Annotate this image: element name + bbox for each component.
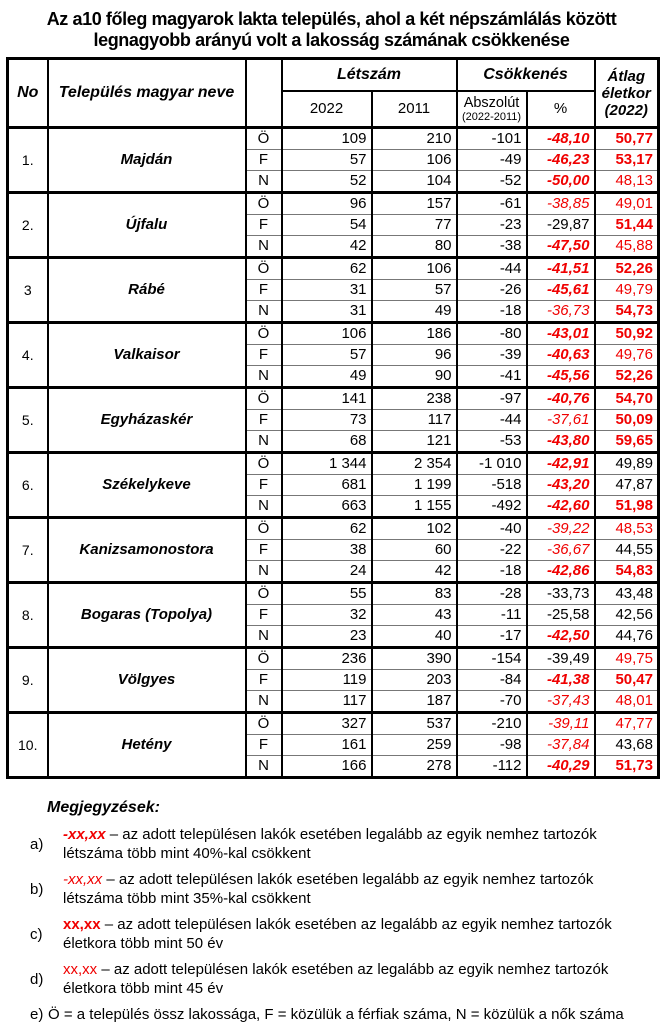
note-text: xx,xx – az adott településen lakók esetében az legalább az egyik nemhez tartozók életkora több mint 50 év — [63, 916, 612, 952]
settlement-name: Völgyes — [48, 648, 246, 713]
percent-change: -39,11 — [527, 713, 595, 735]
average-age: 51,98 — [595, 496, 659, 518]
group-letter: F — [246, 150, 282, 171]
page-title-line1: Az a10 főleg magyarok lakta település, ahol a két népszámlálás között — [46, 9, 617, 29]
group-letter: Ö — [246, 388, 282, 410]
absolute-change: -38 — [457, 236, 527, 258]
average-age: 54,70 — [595, 388, 659, 410]
population-2022: 109 — [282, 128, 372, 150]
group-letter: N — [246, 496, 282, 518]
population-2011: 390 — [372, 648, 457, 670]
group-letter: F — [246, 280, 282, 301]
percent-change: -29,87 — [527, 215, 595, 236]
average-age: 47,87 — [595, 475, 659, 496]
note-label: c) — [30, 925, 43, 943]
group-letter: F — [246, 670, 282, 691]
settlement-name: Bogaras (Topolya) — [48, 583, 246, 648]
settlement-name: Újfalu — [48, 193, 246, 258]
average-age: 49,79 — [595, 280, 659, 301]
average-age: 51,73 — [595, 756, 659, 778]
average-age: 52,26 — [595, 258, 659, 280]
population-2022: 663 — [282, 496, 372, 518]
percent-change: -37,61 — [527, 410, 595, 431]
group-letter: F — [246, 215, 282, 236]
population-2022: 166 — [282, 756, 372, 778]
group-letter: N — [246, 431, 282, 453]
percent-change: -40,29 — [527, 756, 595, 778]
row-number: 3 — [8, 258, 48, 323]
table-row — [8, 323, 659, 345]
population-2022: 68 — [282, 431, 372, 453]
population-2022: 55 — [282, 583, 372, 605]
population-2011: 186 — [372, 323, 457, 345]
population-2022: 32 — [282, 605, 372, 626]
group-letter: Ö — [246, 583, 282, 605]
population-2022: 73 — [282, 410, 372, 431]
population-2022: 57 — [282, 345, 372, 366]
population-2022: 31 — [282, 280, 372, 301]
percent-change: -37,43 — [527, 691, 595, 713]
population-2011: 102 — [372, 518, 457, 540]
percent-change: -40,76 — [527, 388, 595, 410]
percent-change: -45,61 — [527, 280, 595, 301]
row-number: 1. — [8, 128, 48, 193]
population-2011: 43 — [372, 605, 457, 626]
average-age: 48,01 — [595, 691, 659, 713]
group-letter: N — [246, 756, 282, 778]
note-text: -xx,xx – az adott településen lakók esetében legalább az egyik nemhez tartozók létszáma több mint 35%-kal csökkent — [63, 871, 594, 907]
percent-change: -45,56 — [527, 366, 595, 388]
note-text: -xx,xx – az adott településen lakók esetében legalább az egyik nemhez tartozók létszáma több mint 40%-kal csökkent — [63, 826, 597, 862]
table-row — [8, 713, 659, 735]
note-sample: xx,xx — [63, 961, 98, 978]
absolute-change: -39 — [457, 345, 527, 366]
absolute-change: -70 — [457, 691, 527, 713]
population-2022: 327 — [282, 713, 372, 735]
group-letter: Ö — [246, 648, 282, 670]
absolute-change: -52 — [457, 171, 527, 193]
population-2011: 1 199 — [372, 475, 457, 496]
population-2022: 62 — [282, 258, 372, 280]
col-header-letszam: Létszám — [282, 59, 457, 91]
absolute-change: -22 — [457, 540, 527, 561]
population-2022: 62 — [282, 518, 372, 540]
settlements-table — [6, 57, 660, 779]
group-letter: F — [246, 540, 282, 561]
average-age: 50,09 — [595, 410, 659, 431]
absolute-change: -44 — [457, 410, 527, 431]
population-2022: 49 — [282, 366, 372, 388]
percent-change: -43,20 — [527, 475, 595, 496]
row-number: 10. — [8, 713, 48, 778]
average-age: 43,68 — [595, 735, 659, 756]
percent-change: -36,67 — [527, 540, 595, 561]
group-letter: N — [246, 691, 282, 713]
average-age: 49,75 — [595, 648, 659, 670]
percent-change: -48,10 — [527, 128, 595, 150]
group-letter: Ö — [246, 518, 282, 540]
population-2022: 96 — [282, 193, 372, 215]
percent-change: -47,50 — [527, 236, 595, 258]
population-2011: 60 — [372, 540, 457, 561]
average-age: 44,76 — [595, 626, 659, 648]
settlement-name: Majdán — [48, 128, 246, 193]
group-letter: Ö — [246, 258, 282, 280]
row-number: 8. — [8, 583, 48, 648]
average-age: 49,89 — [595, 453, 659, 475]
percent-change: -39,22 — [527, 518, 595, 540]
population-2022: 1 344 — [282, 453, 372, 475]
percent-change: -25,58 — [527, 605, 595, 626]
note-sample: -xx,xx — [63, 871, 103, 888]
notes-title: Megjegyzések: — [47, 799, 160, 816]
percent-change: -33,73 — [527, 583, 595, 605]
table-row — [8, 518, 659, 540]
note-item — [30, 870, 645, 908]
absolute-change: -97 — [457, 388, 527, 410]
percent-change: -42,50 — [527, 626, 595, 648]
average-age: 47,77 — [595, 713, 659, 735]
note-item — [30, 825, 645, 863]
population-2011: 2 354 — [372, 453, 457, 475]
absolute-change: -112 — [457, 756, 527, 778]
population-2011: 278 — [372, 756, 457, 778]
col-header-no: No — [8, 59, 48, 128]
settlement-name: Egyházaskér — [48, 388, 246, 453]
table-row — [8, 258, 659, 280]
group-letter: N — [246, 626, 282, 648]
absolute-change: -61 — [457, 193, 527, 215]
absolute-change: -11 — [457, 605, 527, 626]
note-item — [30, 1005, 645, 1024]
absolute-change: -49 — [457, 150, 527, 171]
note-label: d) — [30, 970, 44, 988]
average-age: 42,56 — [595, 605, 659, 626]
group-letter: N — [246, 301, 282, 323]
percent-change: -41,38 — [527, 670, 595, 691]
population-2011: 106 — [372, 150, 457, 171]
settlement-name: Valkaisor — [48, 323, 246, 388]
percent-change: -43,01 — [527, 323, 595, 345]
group-letter: F — [246, 410, 282, 431]
group-letter: N — [246, 366, 282, 388]
note-text: Ö = a település össz lakossága, F = közülük a férfiak száma, N = közülük a nők száma — [48, 1006, 624, 1023]
population-2022: 161 — [282, 735, 372, 756]
note-label: a) — [30, 835, 44, 853]
population-2022: 31 — [282, 301, 372, 323]
group-letter: N — [246, 561, 282, 583]
population-2011: 104 — [372, 171, 457, 193]
row-number: 7. — [8, 518, 48, 583]
note-sample: -xx,xx — [63, 826, 106, 843]
settlement-name: Kanizsamonostora — [48, 518, 246, 583]
population-2011: 203 — [372, 670, 457, 691]
group-letter: F — [246, 605, 282, 626]
group-letter: N — [246, 171, 282, 193]
population-2022: 57 — [282, 150, 372, 171]
page-title-line2: legnagyobb arányú volt a lakosság számának csökkenése — [93, 30, 570, 50]
page — [0, 9, 663, 1024]
absolute-change: -80 — [457, 323, 527, 345]
settlement-name: Rábé — [48, 258, 246, 323]
population-2022: 24 — [282, 561, 372, 583]
average-age: 54,83 — [595, 561, 659, 583]
group-letter: N — [246, 236, 282, 258]
col-header-settlement-name: Település magyar neve — [48, 59, 246, 128]
absolute-change: -40 — [457, 518, 527, 540]
table-row — [8, 193, 659, 215]
group-letter: F — [246, 345, 282, 366]
population-2011: 49 — [372, 301, 457, 323]
average-age: 45,88 — [595, 236, 659, 258]
population-2011: 80 — [372, 236, 457, 258]
table-row — [8, 648, 659, 670]
absolute-change: -1 010 — [457, 453, 527, 475]
average-age: 50,47 — [595, 670, 659, 691]
population-2022: 52 — [282, 171, 372, 193]
absolute-change: -41 — [457, 366, 527, 388]
average-age: 54,73 — [595, 301, 659, 323]
col-header-abszolut — [457, 91, 527, 128]
average-age: 52,26 — [595, 366, 659, 388]
absolute-change: -18 — [457, 561, 527, 583]
percent-change: -50,00 — [527, 171, 595, 193]
col-header-abszolut-label: Abszolút — [463, 94, 520, 111]
average-age: 48,53 — [595, 518, 659, 540]
percent-change: -42,91 — [527, 453, 595, 475]
absolute-change: -210 — [457, 713, 527, 735]
group-letter: Ö — [246, 193, 282, 215]
population-2011: 40 — [372, 626, 457, 648]
note-text: xx,xx – az adott településen lakók esetében az legalább az egyik nemhez tartozók életkora több mint 45 év — [63, 961, 609, 997]
population-2011: 106 — [372, 258, 457, 280]
table-row — [8, 583, 659, 605]
row-number: 5. — [8, 388, 48, 453]
percent-change: -43,80 — [527, 431, 595, 453]
average-age: 50,77 — [595, 128, 659, 150]
group-letter: F — [246, 735, 282, 756]
percent-change: -42,86 — [527, 561, 595, 583]
population-2022: 681 — [282, 475, 372, 496]
population-2011: 1 155 — [372, 496, 457, 518]
table-row — [8, 388, 659, 410]
notes-section — [30, 799, 645, 1024]
population-2011: 57 — [372, 280, 457, 301]
col-header-abszolut-subtitle: (2022-2011) — [461, 110, 522, 123]
average-age: 59,65 — [595, 431, 659, 453]
population-2011: 121 — [372, 431, 457, 453]
absolute-change: -492 — [457, 496, 527, 518]
row-number: 4. — [8, 323, 48, 388]
absolute-change: -26 — [457, 280, 527, 301]
population-2022: 42 — [282, 236, 372, 258]
group-letter: F — [246, 475, 282, 496]
absolute-change: -18 — [457, 301, 527, 323]
population-2011: 117 — [372, 410, 457, 431]
row-number: 2. — [8, 193, 48, 258]
population-2011: 42 — [372, 561, 457, 583]
average-age: 53,17 — [595, 150, 659, 171]
group-letter: Ö — [246, 128, 282, 150]
average-age: 43,48 — [595, 583, 659, 605]
settlement-name: Székelykeve — [48, 453, 246, 518]
absolute-change: -53 — [457, 431, 527, 453]
population-2022: 117 — [282, 691, 372, 713]
note-sample: xx,xx — [63, 916, 101, 933]
average-age: 51,44 — [595, 215, 659, 236]
note-item — [30, 915, 645, 953]
average-age: 44,55 — [595, 540, 659, 561]
population-2011: 77 — [372, 215, 457, 236]
average-age: 50,92 — [595, 323, 659, 345]
group-letter: Ö — [246, 453, 282, 475]
absolute-change: -154 — [457, 648, 527, 670]
population-2011: 259 — [372, 735, 457, 756]
population-2022: 106 — [282, 323, 372, 345]
average-age: 49,76 — [595, 345, 659, 366]
percent-change: -42,60 — [527, 496, 595, 518]
percent-change: -41,51 — [527, 258, 595, 280]
average-age: 49,01 — [595, 193, 659, 215]
absolute-change: -518 — [457, 475, 527, 496]
col-header-percent: % — [527, 91, 595, 128]
notes-list — [30, 825, 645, 1024]
percent-change: -38,85 — [527, 193, 595, 215]
settlement-name: Hetény — [48, 713, 246, 778]
absolute-change: -98 — [457, 735, 527, 756]
population-2011: 90 — [372, 366, 457, 388]
population-2022: 54 — [282, 215, 372, 236]
percent-change: -40,63 — [527, 345, 595, 366]
population-2022: 38 — [282, 540, 372, 561]
population-2011: 83 — [372, 583, 457, 605]
population-2011: 157 — [372, 193, 457, 215]
note-item — [30, 960, 645, 998]
population-2011: 210 — [372, 128, 457, 150]
absolute-change: -23 — [457, 215, 527, 236]
note-label: b) — [30, 880, 44, 898]
absolute-change: -17 — [457, 626, 527, 648]
col-header-csokkenes: Csökkenés — [457, 59, 595, 91]
percent-change: -37,84 — [527, 735, 595, 756]
absolute-change: -44 — [457, 258, 527, 280]
note-label: e) — [30, 1006, 44, 1023]
population-2011: 238 — [372, 388, 457, 410]
population-2022: 141 — [282, 388, 372, 410]
percent-change: -36,73 — [527, 301, 595, 323]
percent-change: -46,23 — [527, 150, 595, 171]
table-row — [8, 128, 659, 150]
average-age: 48,13 — [595, 171, 659, 193]
group-letter: Ö — [246, 713, 282, 735]
col-header-group-letter — [246, 59, 282, 128]
page-title — [2, 9, 661, 51]
col-header-2022: 2022 — [282, 91, 372, 128]
absolute-change: -84 — [457, 670, 527, 691]
population-2022: 236 — [282, 648, 372, 670]
col-header-atlag-eletkor: Átlag életkor (2022) — [595, 59, 659, 128]
population-2022: 23 — [282, 626, 372, 648]
population-2011: 96 — [372, 345, 457, 366]
absolute-change: -101 — [457, 128, 527, 150]
group-letter: Ö — [246, 323, 282, 345]
population-2011: 537 — [372, 713, 457, 735]
percent-change: -39,49 — [527, 648, 595, 670]
table-row — [8, 453, 659, 475]
col-header-2011: 2011 — [372, 91, 457, 128]
population-2011: 187 — [372, 691, 457, 713]
absolute-change: -28 — [457, 583, 527, 605]
population-2022: 119 — [282, 670, 372, 691]
row-number: 6. — [8, 453, 48, 518]
row-number: 9. — [8, 648, 48, 713]
